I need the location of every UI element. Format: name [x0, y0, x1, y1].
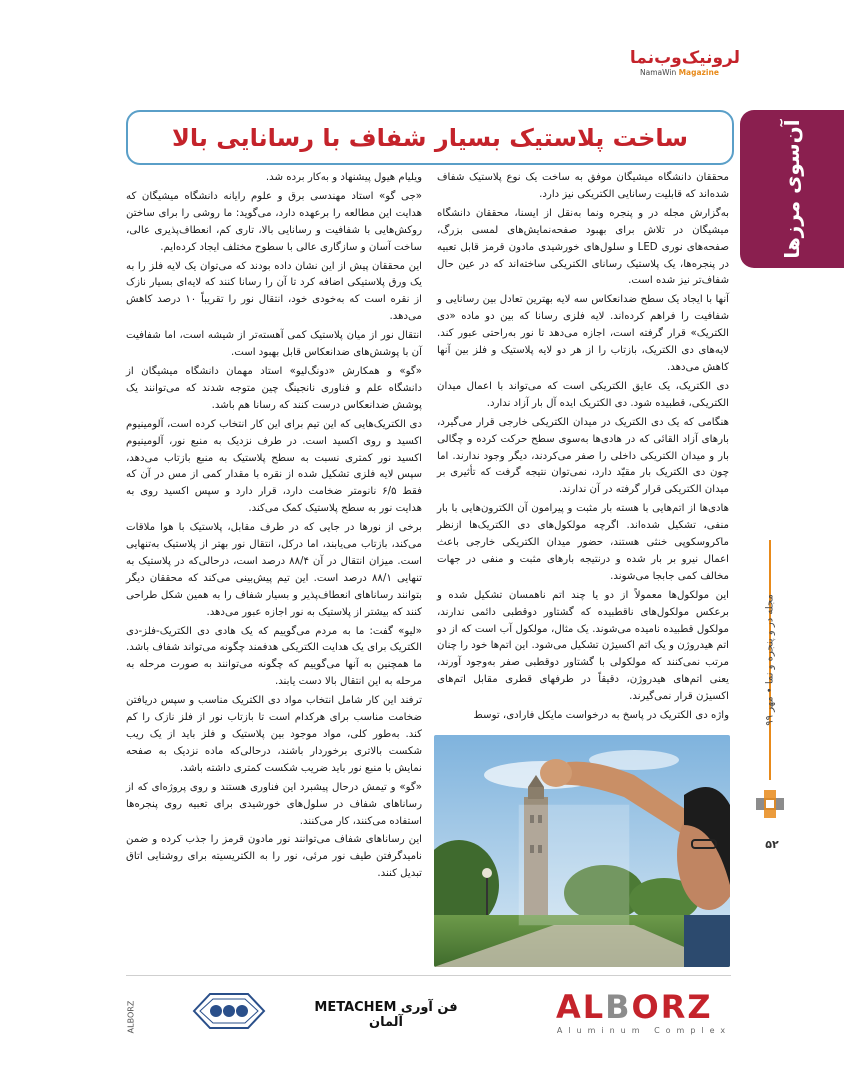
alborz-wordmark	[556, 990, 732, 1024]
campus-photo-illustration	[434, 735, 730, 967]
paragraph: «گو» و تیمش درحال پیشبرد این فناوری هستند و روی پروژه‌ای که از رساناهای شفاف در سلول‌های خورشیدی برای تعبیه روی پنجره‌ها استفاده می‌کنند، کار می‌کنند.	[126, 781, 422, 827]
alborz-letters-rz: RZ	[660, 988, 713, 1026]
magazine-logo	[629, 48, 740, 80]
paragraph: به‌گزارش مجله در و پنجره ونما به‌نقل از ایسنا، محققان دانشگاه میشیگان در تلاش برای بهبود صفحه‌نمایش‌های لمسی بزرگ، صفحه‌های نوری LED و سلول‌های خورشیدی مادون قرمز قابل تعبیه در پنجره‌ها، یک پلاستیک رسانای الکتریکی ساخته‌اند که در عین حال شفاف‌تر نیز شده است.	[437, 207, 729, 287]
article-column-right	[437, 170, 729, 727]
magazine-logo-title: لرونیک‌وب‌نما	[629, 48, 740, 68]
paragraph: «لیو» گفت: ما به مردم می‌گوییم که یک هادی دی الکتریک-فلز-دی الکتریک برای یک هدایت الکتریکی هدفمند چگونه می‌تواند شفاف باشد. ما همچنین به آنها می‌گوییم که چگونه می‌توانند به صورت مرحله به مرحله به این انتقال بالا دست یابند.	[126, 625, 422, 688]
magazine-logo-subtitle: NamaWin Magazine	[640, 68, 719, 77]
paragraph: دی الکتریک‌هایی که این تیم برای این کار انتخاب کرده است، آلومینیوم اکسید و روی اکسید است. در طرف نزدیک به منبع نور، آلومینیوم اکسید نور کمتری نسبت به سطح پلاستیک به منبع بازتاب می‌دهد، سپس لایه فلزی تشکیل شده از نقره با مقدار کمی از مس در آن که فقط ۶/۵ نانومتر ضخامت دارد، قرار دارد و سپس اکسید روی به هدایت نور به سطح پلاستیک کمک می‌کند.	[126, 418, 423, 515]
metachem-badge-icon	[190, 990, 268, 1032]
paragraph: هادی‌ها از اتم‌هایی با هسته بار مثبت و پیرامون آن الکترون‌هایی با بار منفی، تشکیل شده‌اند. اگرچه مولکول‌های دی الکتریک‌ها از‌نظر ماکروسکوپی خنثی هستند، حضور میدان الکتریکی خارجی باعث اعمال نیرو بر بار شده و درنتیجه بارهای مثبت و منفی در جهات مخالف کمی جابجا می‌شوند.	[437, 503, 729, 582]
page-marker-icon	[756, 790, 784, 818]
paragraph: «گو» و همکارش «دونگ‌لیو» استاد مهمان دانشگاه میشیگان از دانشگاه علم و فناوری نانجینگ چین متوجه شدند که می‌توانند یک پوشش ضدانعکاس درست کنند که رسانا هم باشد.	[126, 365, 422, 411]
paragraph: این رساناهای شفاف می‌توانند نور مادون قرمز را جذب کرده و ضمن نامیدگرفتن طیف نور مرئی، نور را به الکتریسیته برای روشنایی اتاق تبدیل کنند.	[126, 834, 422, 880]
paragraph: این مولکول‌ها معمولاً از دو یا چند اتم ناهمسان تشکیل شده و برعکس مولکول‌های ناقطبیده که گشتاور دوقطبی دائمی ندارند، مولکول قطبیده نامیده می‌شوند. یک مثال، مولکول آب است که از دو اتم هیدروژن و یک اتم اکسیژن تشکیل می‌شود. این اتم‌ها خود را چنان مرتب نمی‌کنند که مولکولی با گشتاور دوقطبی صفر به‌وجود آورند، یعنی اتم‌های هیدروژن، دقیقاً در طرفهای قطری مقابل اتم‌های اکسیژن قرار نمی‌گیرند.	[437, 589, 729, 703]
alborz-letter-b: B	[605, 988, 632, 1026]
alborz-subtitle: Aluminum Complex	[556, 1026, 732, 1035]
paragraph: محققان دانشگاه میشیگان موفق به ساخت یک نوع پلاستیک شفاف شده‌اند که قابلیت رسانایی الکتریکی نیز دارد.	[437, 172, 729, 200]
paragraph: این محققان پیش از این نشان داده بودند که می‌توان یک لایه فلز را به یک ورق پلاستیکی اضافه کرد تا آن را رسانا کنند که لایه‌ای بسیار نازک از نقره است که به‌خودی خود، انتقال نور را تقریباً ۱۰ درصد کاهش می‌دهد.	[126, 260, 422, 323]
article-column-left	[126, 170, 422, 885]
ad-side-label: ALBORZ	[126, 1000, 136, 1034]
paragraph: «جی گو» استاد مهندسی برق و علوم رایانه دانشگاه میشیگان که هدایت این مطالعه را برعهده دارد، می‌گوید: ما روشی را برای ساختن روکش‌هایی با شفافیت و رسانایی بالا، تاری کم، انعطاف‌پذیری عالی، ساخت آسان و سازگاری عالی با سطوح مختلف ایجاد کرده‌ایم.	[126, 190, 422, 253]
running-header	[760, 540, 780, 780]
alborz-logo	[556, 990, 732, 1038]
running-header-text: مجله در و پنجره و نما • مهر ۹۹	[764, 594, 776, 726]
section-tab	[740, 110, 844, 268]
page-number: ۵۲	[765, 838, 779, 851]
alborz-letters-al: AL	[556, 988, 606, 1026]
alborz-letter-o: O	[631, 988, 661, 1026]
section-label: آن‌سوی مرزها	[780, 119, 804, 259]
paragraph: انتقال نور از میان پلاستیک کمی آهسته‌تر از شیشه است، اما شفافیت آن با پوشش‌های ضدانعکاس قابل بهبود است.	[126, 330, 422, 359]
paragraph: هنگامی که یک دی الکتریک در میدان الکتریکی خارجی قرار می‌گیرد، بارهای آزاد القائی که در هادی‌ها به‌سوی سطح حرکت کرده و چگالی بار و میدان الکتریکی داخلی را صفر می‌کردند، دیگر وجود ندارند. اما چون دی الکتریک بار مقیّد دارد، نمی‌توان نتیجه گرفت که تأثیری بر میدان الکتریکی قرار گرفته در آن ندارند.	[437, 416, 729, 496]
footer-divider	[126, 975, 731, 976]
paragraph: دی الکتریک، یک عایق الکتریکی است که می‌تواند با اعمال میدان الکتریکی، قطبیده شود. دی الکتریک ایده آل بار آزاد ندارد.	[437, 380, 729, 409]
paragraph: واژه دی الکتریک در پاسخ به درخواست مایکل فارادی، توسط	[473, 710, 729, 722]
paragraph: ویلیام هیول پیشنهاد و به‌کار برده شد.	[265, 172, 422, 183]
article-title-box	[126, 110, 734, 165]
paragraph: آنها با ایجاد یک سطح ضدانعکاس سه لایه بهترین تعادل بین رسانایی و شفافیت را فراهم کرده‌اند. لایه فلزی رسانا که بین دو ماده «دی الکتریک» قرار گرفته است، اجازه می‌دهد تا نور به‌راحتی عبور کند. لایه‌های دی الکتریک، بازتاب را از هر دو لایه پلاستیک و فلز بین آنها کاهش می‌دهد.	[437, 294, 729, 373]
paragraph: ترفند این کار شامل انتخاب مواد دی الکتریک مناسب و سپس دریافتن ضخامت مناسب برای هرکدام است تا بازتاب نور از فلز نازک را کم کند. به‌طور کلی، مواد موجود بین پلاستیک و فلز باید از یک ریب شکست بالاتری برخوردار باشند، درحالی‌که ماده نزدیک به صفحه نمایش با منبع نور باید ضریب شکست کمتری داشته باشد.	[126, 695, 422, 774]
article-title: ساخت پلاستیک بسیار شفاف با رسانایی بالا	[172, 123, 688, 152]
paragraph: برخی از نورها در جایی که در طرف مقابل، پلاستیک با هوا ملاقات می‌کند، بازتاب می‌یابند، اما درکل، انتقال نور بهتر از پلاستیک به‌تنهایی است. میزان انتقال در آن ۸۸/۴ درصد است، درحالی‌که در پلاستیک به تنهایی ۸۸/۱ درصد است. این تیم پیش‌بینی می‌کند که محققان دیگر بتوانند رساناهای انعطاف‌پذیر و بسیار شفاف را به همین شکل طراحی کنند که بیشتر از پلاستیک به نور اجازه عبور می‌دهد.	[126, 522, 423, 618]
ad-headline: فن آوری METACHEM آلمان	[314, 1000, 458, 1030]
article-photo	[434, 735, 730, 967]
